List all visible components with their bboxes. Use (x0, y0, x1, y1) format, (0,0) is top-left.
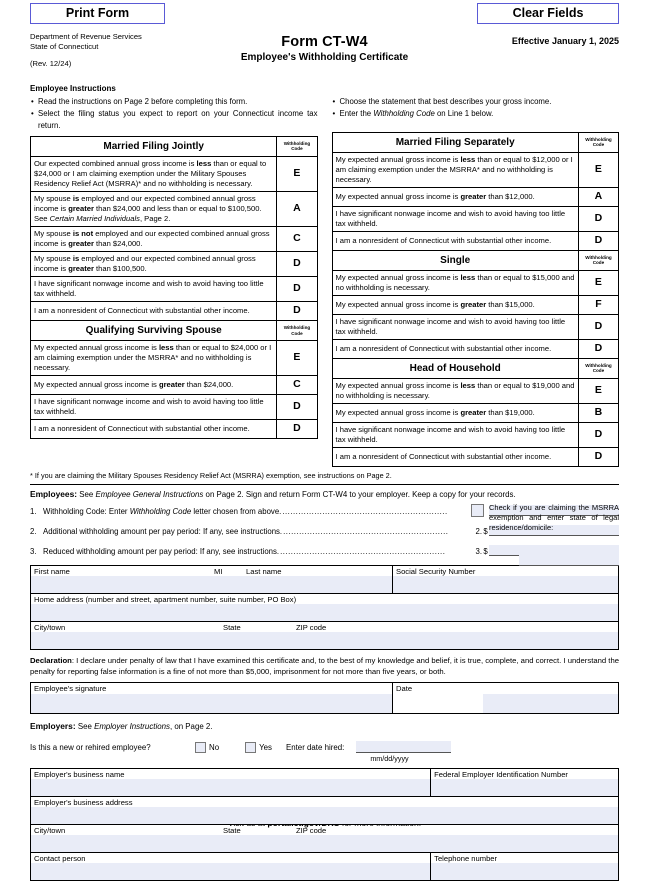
declaration-body: : I declare under penalty of law that I have examined this certificate and, to the best of my knowledge and belief, it is true, complete, and correct. I understand the penalty for reporting false information is a fine of not more than $5,000, imprisonment for not more than five years, or both. (30, 656, 619, 676)
declaration-label: Declaration (30, 656, 72, 666)
code-cell: C (277, 376, 317, 395)
statement-cell: My expected annual gross income is greater than $19,000. (332, 404, 578, 423)
business-address-input[interactable] (31, 807, 618, 824)
table-row (31, 683, 618, 713)
date-hired-wrapper (356, 741, 451, 763)
leader-dots: .............................................................. (283, 527, 449, 537)
code-cell: E (277, 341, 317, 376)
code-cell: C (277, 227, 317, 252)
agency-line-2: State of Connecticut (30, 42, 99, 52)
statement-cell: My spouse is employed and our expected combined annual gross income is greater than $24,000 and less than or equal to $100,500. See Certain Married Individuals, Page 2. (31, 192, 277, 227)
withholding-code-header: Withholding Code (277, 136, 317, 156)
city-town-label: City/town (34, 623, 66, 633)
table-married-filing-separately (332, 132, 620, 251)
code-cell: D (277, 395, 317, 420)
code-cell: E (578, 271, 618, 296)
table-row (31, 302, 318, 321)
statement-cell: I have significant nonwage income and wish to avoid having too little tax withheld. (332, 422, 578, 447)
table-row (31, 420, 318, 439)
home-address-input[interactable] (31, 604, 618, 621)
ssn-label: Social Security Number (396, 567, 476, 577)
name-input[interactable] (31, 576, 392, 593)
msrra-checkbox-label: Check if you are claiming the MSRRA exemption and enter state of legal residence/domicile: (489, 503, 619, 533)
list-item: • Read the instructions on Page 2 before completing this form. (30, 96, 318, 107)
line-label: Reduced withholding amount per pay period: If any, see instructions. (43, 547, 280, 557)
page-title: Form CT-W4 (281, 34, 368, 50)
leader-dots: .............................................................. (280, 547, 446, 557)
instructions-columns (30, 96, 619, 132)
dollar-sign: $ (483, 527, 488, 537)
table-head-of-household (332, 358, 620, 467)
table-married-filing-jointly (30, 136, 318, 321)
date-hired-input[interactable] (356, 741, 451, 753)
instructions-left-column (30, 96, 318, 132)
contact-person-cell (31, 853, 430, 880)
table-qualifying-surviving-spouse (30, 320, 318, 439)
print-form-button[interactable]: Print Form (30, 3, 165, 24)
table-row (332, 271, 619, 296)
instructions-left-list (30, 96, 318, 131)
business-name-label: Employer's business name (34, 769, 125, 779)
divider (30, 484, 619, 485)
signature-input[interactable] (31, 694, 392, 713)
new-hire-yes-label: Yes (259, 743, 272, 753)
business-address-cell (31, 797, 618, 824)
telephone-label: Telephone number (434, 853, 498, 863)
table-row (31, 796, 618, 824)
statement-cell: I have significant nonwage income and wish to avoid having too little tax withheld. (332, 314, 578, 339)
date-hired-label: Enter date hired: (285, 743, 345, 753)
group-title: Qualifying Surviving Spouse (31, 321, 277, 341)
table-row (332, 206, 619, 231)
code-cell: E (578, 379, 618, 404)
table-row (31, 593, 618, 621)
last-name-label: Last name (246, 567, 282, 577)
table-row (332, 422, 619, 447)
business-address-label: Employer's business address (34, 797, 133, 807)
employees-lead: Employees: See Employee General Instructions on Page 2. Sign and return Form CT-W4 to your employer. Keep a copy for your records. (30, 489, 516, 500)
table-row (332, 188, 619, 207)
table-row (31, 769, 618, 796)
employer-zip-label: ZIP code (296, 825, 327, 835)
statement-cell: I have significant nonwage income and wish to avoid having too little tax withheld. (31, 395, 277, 420)
statement-cell: My expected annual gross income is greater than $15,000. (332, 296, 578, 315)
table-row (332, 379, 619, 404)
fein-input[interactable] (431, 779, 618, 796)
date-cell (392, 683, 618, 713)
table-row (31, 566, 618, 593)
dollar-sign: $ (483, 547, 488, 557)
table-row (31, 341, 318, 376)
table-single (332, 250, 620, 359)
declaration-text (30, 656, 619, 678)
new-hire-no-label: No (209, 743, 220, 753)
left-tables-column (30, 132, 318, 467)
signature-fields (30, 682, 619, 714)
code-cell: A (277, 192, 317, 227)
code-cell: D (277, 302, 317, 321)
table-row (332, 314, 619, 339)
statement-cell: I am a nonresident of Connecticut with substantial other income. (332, 447, 578, 466)
employee-instructions-heading: Employee Instructions (30, 84, 116, 93)
telephone-input[interactable] (431, 863, 618, 880)
list-item: • Select the filing status you expect to report on your Connecticut income tax return. (30, 108, 318, 131)
withholding-code-header: Withholding Code (578, 358, 618, 378)
contact-person-input[interactable] (31, 863, 430, 880)
code-cell: E (578, 153, 618, 188)
code-cell: D (578, 447, 618, 466)
code-cell: D (578, 206, 618, 231)
msrra-footnote: * If you are claiming the Military Spouses Residency Relief Act (MSRRA) exemption, see instructions on Page 2. (30, 470, 392, 480)
state-label: State (223, 623, 241, 633)
line-number: 3. (30, 547, 37, 557)
code-cell: D (578, 339, 618, 358)
employer-city-state-zip-cell (31, 825, 618, 852)
withholding-code-header: Withholding Code (277, 321, 317, 341)
statement-cell: My expected annual gross income is greater than $12,000. (332, 188, 578, 207)
new-hire-yes-checkbox[interactable] (245, 742, 256, 753)
date-label: Date (396, 683, 413, 693)
code-cell: D (277, 277, 317, 302)
table-row (31, 227, 318, 252)
statement-cell: My expected annual gross income is less than or equal to $19,000 and no withholding is necessary. (332, 379, 578, 404)
table-row (31, 395, 318, 420)
clear-fields-button[interactable]: Clear Fields (477, 3, 619, 24)
table-row (332, 358, 619, 378)
group-title: Married Filing Separately (332, 132, 578, 152)
table-row (332, 232, 619, 251)
business-name-cell (31, 769, 430, 796)
page-subtitle: Employee's Withholding Certificate (240, 52, 409, 63)
contact-person-label: Contact person (34, 853, 86, 863)
form-header (30, 32, 619, 80)
line-number: 2. (30, 527, 37, 537)
msrra-claim-block (471, 503, 619, 537)
employers-lead: Employers: See Employer Instructions, on Page 2. (30, 720, 213, 731)
first-name-label: First name (34, 567, 70, 577)
table-row (332, 132, 619, 152)
line-ref: 3. (475, 547, 482, 557)
statement-cell: I am a nonresident of Connecticut with substantial other income. (332, 339, 578, 358)
line-ref: 2. (475, 527, 482, 537)
withholding-code-header: Withholding Code (578, 132, 618, 152)
line-number: 1. (30, 507, 37, 517)
table-row (31, 136, 318, 156)
code-cell: B (578, 404, 618, 423)
code-cell: D (277, 252, 317, 277)
table-row (31, 621, 618, 649)
employer-city-town-label: City/town (34, 825, 66, 835)
statement-cell: My expected annual gross income is less than or equal to $12,000 or I am claiming exemption under the MSRRA* and no withholding is necessary. (332, 153, 578, 188)
table-row (31, 277, 318, 302)
code-cell: D (578, 314, 618, 339)
code-cell: F (578, 296, 618, 315)
zip-label: ZIP code (296, 623, 327, 633)
city-state-zip-input[interactable] (31, 632, 618, 649)
statement-cell: I am a nonresident of Connecticut with substantial other income. (31, 420, 277, 439)
group-title: Married Filing Jointly (31, 136, 277, 156)
city-state-zip-cell (31, 622, 618, 649)
code-cell: D (277, 420, 317, 439)
ssn-cell (392, 566, 618, 593)
table-row (332, 447, 619, 466)
table-row (31, 192, 318, 227)
leader-dots: .............................................................. (282, 507, 448, 517)
msrra-state-input[interactable] (519, 555, 619, 566)
new-hire-question: Is this a new or rehired employee? (30, 743, 151, 753)
revision-label: (Rev. 12/24) (30, 59, 72, 68)
table-row (332, 153, 619, 188)
line-label: Additional withholding amount per pay period: If any, see instructions. (43, 527, 283, 537)
home-address-cell (31, 594, 618, 621)
ssn-input[interactable] (393, 576, 618, 593)
statement-cell: My expected annual gross income is less than or equal to $24,000 or I am claiming exemption under the MSRRA* and no withholding is necessary. (31, 341, 277, 376)
withholding-code-tables (30, 132, 619, 467)
table-row (332, 296, 619, 315)
name-cell (31, 566, 392, 593)
instructions-right-column (332, 96, 620, 132)
table-row (31, 852, 618, 880)
fein-cell (430, 769, 618, 796)
date-input[interactable] (483, 694, 618, 713)
business-name-input[interactable] (31, 779, 430, 796)
statement-cell: My expected annual gross income is greater than $24,000. (31, 376, 277, 395)
right-tables-column (332, 132, 620, 467)
employer-city-state-zip-input[interactable] (31, 835, 618, 852)
fein-label: Federal Employer Identification Number (434, 769, 568, 779)
table-row (31, 252, 318, 277)
telephone-cell (430, 853, 618, 880)
instructions-right-list (332, 96, 620, 120)
statement-cell: My spouse is employed and our expected combined annual gross income is greater than $100,500. (31, 252, 277, 277)
withholding-lines (30, 505, 619, 556)
msrra-checkbox[interactable] (471, 504, 484, 517)
new-hire-no-checkbox[interactable] (195, 742, 206, 753)
code-cell: D (578, 422, 618, 447)
statement-cell: I am a nonresident of Connecticut with substantial other income. (332, 232, 578, 251)
statement-cell: I have significant nonwage income and wish to avoid having too little tax withheld. (332, 206, 578, 231)
table-row (31, 321, 318, 341)
line-label: Withholding Code: Enter Withholding Code letter chosen from above. (43, 507, 282, 517)
signature-cell (31, 683, 392, 713)
table-row (31, 157, 318, 192)
table-row (31, 376, 318, 395)
group-title: Head of Household (332, 358, 578, 378)
employee-info-fields (30, 565, 619, 650)
code-cell: E (277, 157, 317, 192)
table-row (332, 250, 619, 270)
new-hire-row (30, 737, 619, 763)
list-item: • Enter the Withholding Code on Line 1 below. (332, 108, 620, 119)
agency-line-1: Department of Revenue Services (30, 32, 142, 41)
list-item: • Choose the statement that best describes your gross income. (332, 96, 620, 107)
group-title: Single (332, 250, 578, 270)
statement-cell: Our expected combined annual gross income is less than or equal to $24,000 or I am claiming exemption under the Military Spouses Residency Relief Act (MSRRA)* and no withholding is necessary. (31, 157, 277, 192)
statement-cell: My expected annual gross income is less than or equal to $15,000 and no withholding is necessary. (332, 271, 578, 296)
signature-label: Employee's signature (34, 683, 107, 693)
statement-cell: I have significant nonwage income and wish to avoid having too little tax withheld. (31, 277, 277, 302)
table-row (332, 404, 619, 423)
employer-state-label: State (223, 825, 241, 835)
statement-cell: My spouse is not employed and our expected combined annual gross income is greater than $24,000. (31, 227, 277, 252)
mi-label: MI (214, 567, 223, 577)
code-cell: A (578, 188, 618, 207)
code-cell: D (578, 232, 618, 251)
withholding-code-header: Withholding Code (578, 250, 618, 270)
date-format-hint: mm/dd/yyyy (370, 753, 409, 763)
statement-cell: I am a nonresident of Connecticut with substantial other income. (31, 302, 277, 321)
home-address-label: Home address (number and street, apartment number, suite number, PO Box) (34, 595, 297, 605)
form-toolbar (30, 0, 619, 32)
effective-date: Effective January 1, 2025 (511, 36, 619, 46)
table-row (332, 339, 619, 358)
